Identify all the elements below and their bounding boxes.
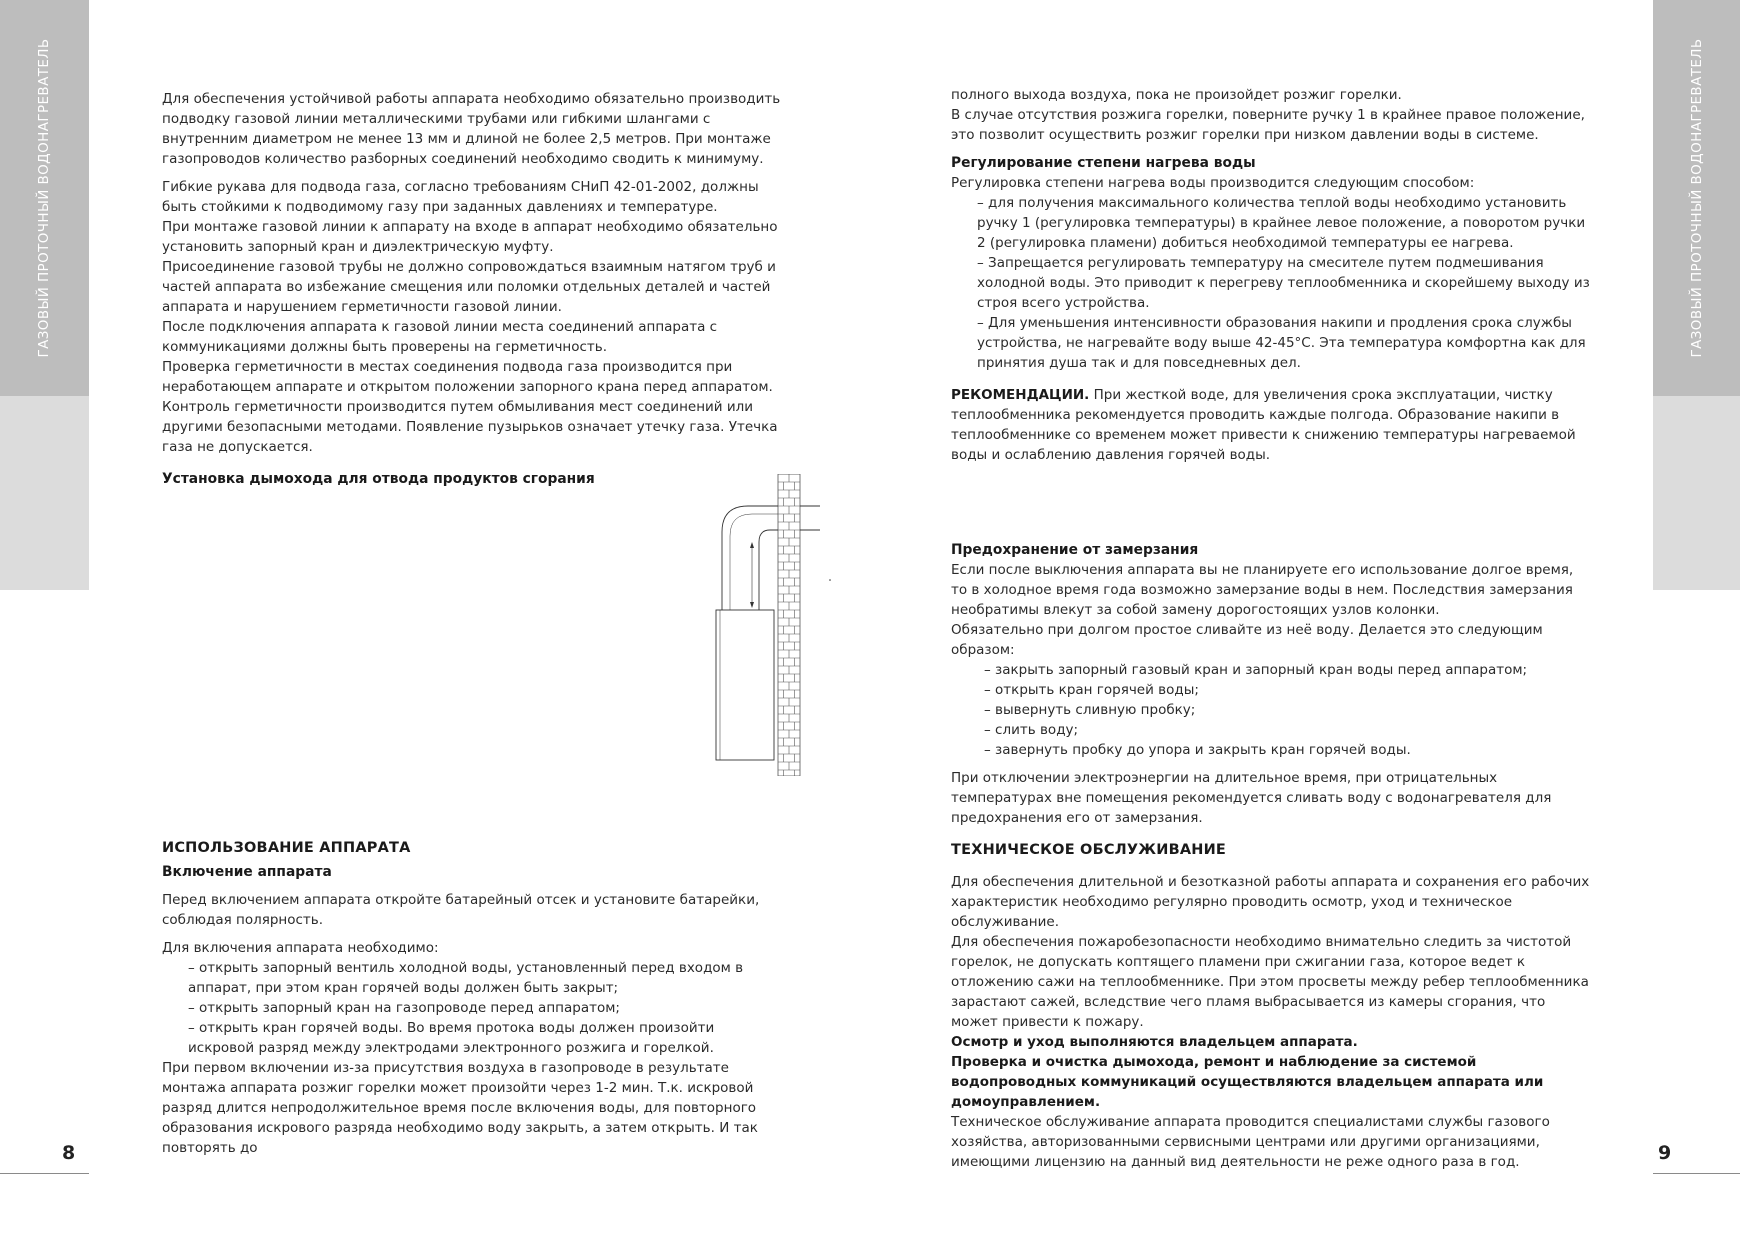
list-item: – открыть кран горячей воды;	[984, 682, 1199, 698]
usage-heading: ИСПОЛЬЗОВАНИЕ АППАРАТА	[162, 840, 411, 856]
recommendations-paragraph	[951, 385, 1591, 465]
heating-items	[951, 193, 1591, 373]
page-number-left: 8	[62, 1142, 76, 1164]
water-heater-body	[716, 610, 774, 760]
flue-pipe	[722, 506, 820, 610]
list-item: – для получения максимального количества теплой воды необходимо установить ручку 1 (регулировка температуры) в крайнее левое положение, а поворотом ручки 2 (регулировка пламени) добиться необходимой температуры ее нагрева.	[977, 195, 1586, 251]
list-item: – Запрещается регулировать температуру на смесителе путем подмешивания холодной воды. Это приводит к перегреву теплообменника и скорейшему выходу из строя всего устройства.	[977, 255, 1590, 311]
paragraph: В случае отсутствия розжига горелки, поверните ручку 1 в крайнее правое положение, это позволит осуществить розжиг горелки при низком давлении воды в системе.	[951, 107, 1585, 143]
recommend-text: При жесткой воде, для увеличения срока эксплуатации, чистку теплообменника рекомендуется проводить каждые полгода. Образование накипи в теплообменнике со временем может привести к снижению температуры нагреваемой воды и ослаблению давления горячей воды.	[951, 387, 1576, 463]
chimney-illustration	[712, 474, 832, 776]
left-page-bottom-text	[162, 838, 782, 1158]
paragraph: Если после выключения аппарата вы не планируете его использование долгое время, то в холодное время года возможно замерзание воды в нем. Последствия замерзания необратимы влекут за собой замену дорогостоящих узлов колонки.	[951, 562, 1574, 618]
paragraph: Для обеспечения длительной и безотказной работы аппарата и сохранения его рабочих характеристик необходимо регулярно проводить осмотр, уход и техническое обслуживание.	[951, 874, 1590, 930]
paragraph: При первом включении из-за присутствия воздуха в газопроводе в результате монтажа аппарата розжиг горелки может произойти через 1-2 мин. Т.к. искровой разряд длится непродолжительное время после включения воды, для повторного образования искрового разряда необходимо воду закрыть, а затем открыть. И так повторять до	[162, 1060, 758, 1156]
paragraph: Присоединение газовой трубы не должно сопровождаться взаимным натягом труб и частей аппарата во избежание смещения или поломки отдельных деталей и частей аппарата и нарушением герметичности газовой линии.	[162, 259, 776, 315]
footer-rule-left	[0, 1173, 89, 1174]
maintenance-heading: ТЕХНИЧЕСКОЕ ОБСЛУЖИВАНИЕ	[951, 842, 1227, 858]
list-item: – открыть кран горячей воды. Во время протока воды должен произойти искровой разряд между электродами электронного розжига и горелкой.	[188, 1020, 715, 1056]
bold-note: Осмотр и уход выполняются владельцем аппарата.	[951, 1034, 1358, 1050]
paragraph: При отключении электроэнергии на длительное время, при отрицательных температурах вне помещения рекомендуется сливать воду с водонагревателя для предохранения его от замерзания.	[951, 770, 1552, 826]
freeze-heading: Предохранение от замерзания	[951, 542, 1199, 558]
right-page-bottom-text	[951, 540, 1591, 1172]
paragraph: При монтаже газовой линии к аппарату на входе в аппарат необходимо обязательно установить запорный кран и диэлектрическую муфту.	[162, 219, 778, 255]
side-tab-right	[1653, 0, 1740, 590]
left-page-top-text	[162, 89, 782, 489]
paragraph: Проверка герметичности в местах соединения подвода газа производится при неработающем аппарате и открытом положении запорного крана перед аппаратом. Контроль герметичности производится путем обмыливания мест соединений или другими безопасными методами. Появление пузырьков означает утечку газа. Утечка газа не допускается.	[162, 359, 778, 455]
paragraph: Для включения аппарата необходимо:	[162, 940, 439, 956]
freeze-steps	[951, 660, 1591, 760]
side-tab-text: ГАЗОВЫЙ ПРОТОЧНЫЙ ВОДОНАГРЕВАТЕЛЬ	[36, 38, 52, 358]
list-item: – открыть запорный вентиль холодной воды, установленный перед входом в аппарат, при этом кран горячей воды должен быть закрыт;	[188, 960, 744, 996]
switch-on-heading: Включение аппарата	[162, 864, 332, 880]
paragraph: Для обеспечения устойчивой работы аппарата необходимо обязательно производить подводку газовой линии металлическими трубами или гибкими шлангами с внутренним диаметром не менее 13 мм и длиной не более 2,5 метров. При монтаже газопроводов количество разборных соединений необходимо сводить к минимуму.	[162, 91, 781, 167]
paragraph: Для обеспечения пожаробезопасности необходимо внимательно следить за чистотой горелок, не допускать коптящего пламени при сжигании газа, которое ведет к отложению сажи на теплообменнике. При этом просветы между ребер теплообменника зарастают сажей, вследствие чего пламя выбрасывается из камеры сгорания, что может привести к пожару.	[951, 934, 1589, 1030]
bold-note: Проверка и очистка дымохода, ремонт и наблюдение за системой водопроводных коммуникаций осуществляются владельцем аппарата или домоуправлением.	[951, 1054, 1544, 1110]
list-item: – закрыть запорный газовый кран и запорный кран воды перед аппаратом;	[984, 662, 1528, 678]
side-tab-left	[0, 0, 89, 590]
paragraph: Гибкие рукава для подвода газа, согласно требованиям СНиП 42-01-2002, должны быть стойкими к подводимому газу при заданных давлениях и температуре.	[162, 179, 759, 215]
side-tab-text: ГАЗОВЫЙ ПРОТОЧНЫЙ ВОДОНАГРЕВАТЕЛЬ	[1689, 38, 1705, 358]
heating-heading: Регулирование степени нагрева воды	[951, 155, 1256, 171]
list-item: – слить воду;	[984, 722, 1079, 738]
paragraph: Техническое обслуживание аппарата проводится специалистами службы газового хозяйства, авторизованными сервисными центрами или другими организациями, имеющими лицензию на данный вид деятельности не реже одного раза в год.	[951, 1114, 1550, 1170]
chimney-heading: Установка дымохода для отвода продуктов сгорания	[162, 471, 595, 487]
list-item: – вывернуть сливную пробку;	[984, 702, 1196, 718]
page-number-right: 9	[1658, 1142, 1672, 1164]
list-item: – открыть запорный кран на газопроводе перед аппаратом;	[188, 1000, 620, 1016]
footer-rule-right	[1653, 1173, 1740, 1174]
right-page-top-text	[951, 85, 1591, 465]
paragraph: Регулировка степени нагрева воды производится следующим способом:	[951, 175, 1475, 191]
paragraph: полного выхода воздуха, пока не произойдет розжиг горелки.	[951, 87, 1402, 103]
paragraph: Обязательно при долгом простое сливайте из неё воду. Делается это следующим образом:	[951, 622, 1543, 658]
switch-on-steps	[162, 958, 782, 1058]
paragraph: Перед включением аппарата откройте батарейный отсек и установите батарейки, соблюдая полярность.	[162, 892, 760, 928]
recommend-label: РЕКОМЕНДАЦИИ.	[951, 387, 1090, 403]
list-item: – Для уменьшения интенсивности образования накипи и продления срока службы устройства, не нагревайте воду выше 42-45°С. Эта температура комфортна как для принятия душа так и для повседневных дел.	[977, 315, 1586, 371]
list-item: – завернуть пробку до упора и закрыть кран горячей воды.	[984, 742, 1411, 758]
paragraph: После подключения аппарата к газовой линии места соединений аппарата с коммуникациями должны быть проверены на герметичность.	[162, 319, 718, 355]
